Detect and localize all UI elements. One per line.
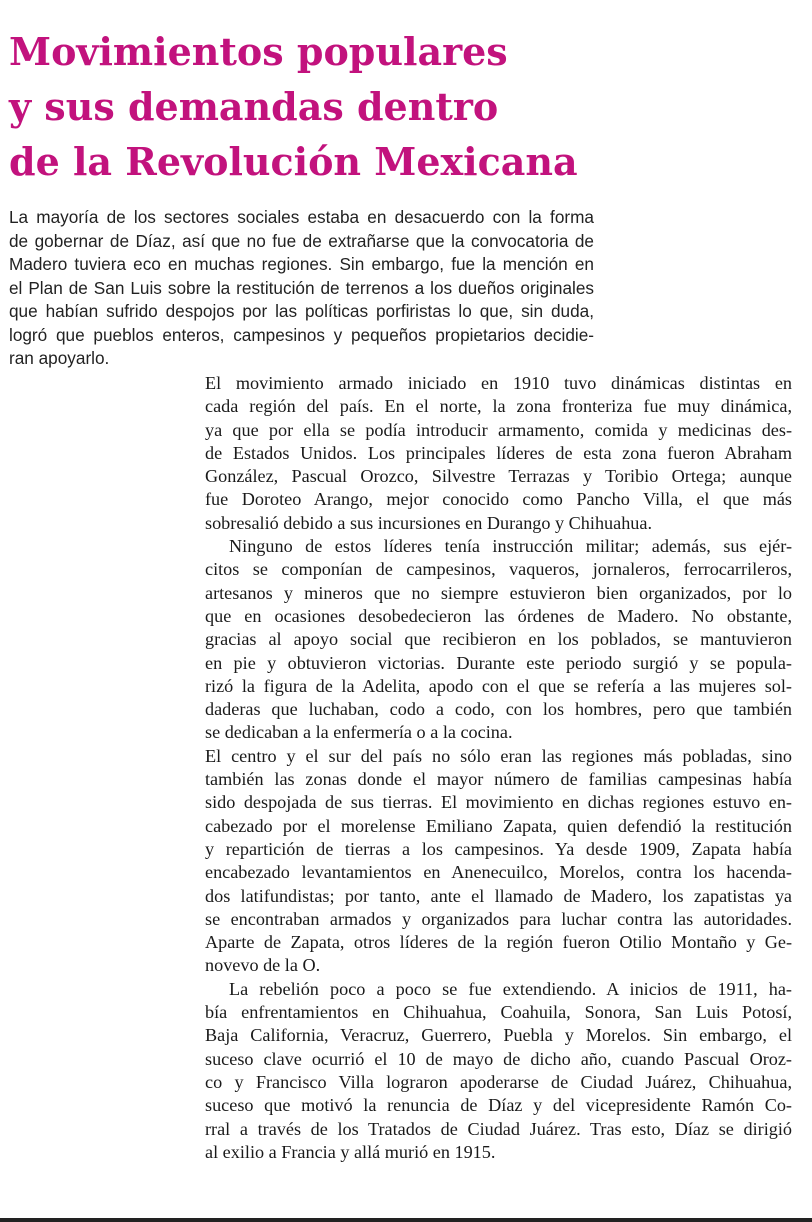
body-line: daderas que luchaban, codo a codo, con los hombres, pero que también bbox=[205, 699, 792, 720]
body-line: y repartición de tierras a los campesinos. Ya desde 1909, Zapata había bbox=[205, 838, 792, 859]
body-line: cabezado por el morelense Emiliano Zapata, quien defendió la restitución bbox=[205, 815, 792, 836]
body-line: se dedicaban a la enfermería o a la cocina. bbox=[205, 722, 513, 743]
intro-line: La mayoría de los sectores sociales estaba en desacuerdo con la forma bbox=[9, 207, 594, 227]
body-line: El movimiento armado iniciado en 1910 tuvo dinámicas distintas en bbox=[205, 373, 792, 393]
intro-line: de gobernar de Díaz, así que no fue de extrañarse que la convocatoria de bbox=[9, 230, 594, 251]
body-line: gracias al apoyo social que recibieron en los poblados, se mantuvieron bbox=[205, 629, 792, 650]
body-line: también las zonas donde el mayor número de familias campesinas había bbox=[205, 769, 792, 790]
body-line: Aparte de Zapata, otros líderes de la región fueron Otilio Montaño y Ge- bbox=[205, 932, 792, 953]
body-line: sido despojada de sus tierras. El movimiento en dichas regiones estuvo en- bbox=[205, 792, 792, 813]
body-line: al exilio a Francia y allá murió en 1915. bbox=[205, 1141, 496, 1162]
body-line: ya que por ella se podía introducir armamento, comida y medicinas des- bbox=[205, 419, 792, 440]
body-line: González, Pascual Orozco, Silvestre Terrazas y Toribio Ortega; aunque bbox=[205, 466, 792, 487]
body-line: fue Doroteo Arango, mejor conocido como Pancho Villa, el que más bbox=[205, 489, 792, 510]
intro-line: logró que pueblos enteros, campesinos y pequeños propietarios decidie- bbox=[9, 324, 594, 345]
body-line: suceso que motivó la renuncia de Díaz y del vicepresidente Ramón Co- bbox=[205, 1095, 792, 1116]
body-line: rral a través de los Tratados de Ciudad Juárez. Tras esto, Díaz se dirigió bbox=[205, 1118, 792, 1139]
body-line: en pie y obtuvieron victorias. Durante este periodo surgió y se popula- bbox=[205, 652, 792, 673]
body-line: cada región del país. En el norte, la zona fronteriza fue muy dinámica, bbox=[205, 396, 792, 417]
body-line: Ninguno de estos líderes tenía instrucción militar; además, sus ejér- bbox=[229, 536, 792, 557]
title-line: y sus demandas dentro bbox=[9, 84, 499, 129]
paragraph-zapata bbox=[205, 745, 792, 978]
body-line: encabezado levantamientos en Anenecuilco, Morelos, contra los hacenda- bbox=[205, 862, 792, 883]
intro-line: ran apoyarlo. bbox=[9, 348, 110, 368]
body-line: sobresalió debido a sus incursiones en Durango y Chihuahua. bbox=[205, 512, 653, 533]
body-text bbox=[205, 372, 792, 1164]
title-line: de la Revolución Mexicana bbox=[9, 139, 578, 184]
page-title bbox=[9, 24, 578, 189]
body-line: que en ocasiones desobedecieron las órdenes de Madero. No obstante, bbox=[205, 605, 792, 626]
paragraph-northern-movement bbox=[205, 372, 792, 535]
body-line: La rebelión poco a poco se fue extendiendo. A inicios de 1911, ha- bbox=[229, 978, 792, 999]
body-line: rizó la figura de la Adelita, apodo con el que se refería a las mujeres sol- bbox=[205, 675, 792, 696]
body-line: dos latifundistas; por tanto, ante el llamado de Madero, los zapatistas ya bbox=[205, 885, 792, 906]
bottom-divider bbox=[0, 1218, 812, 1222]
body-line: suceso clave ocurrió el 10 de mayo de dicho año, cuando Pascual Oroz- bbox=[205, 1048, 792, 1069]
body-line: co y Francisco Villa lograron apoderarse de Ciudad Juárez, Chihuahua, bbox=[205, 1071, 792, 1092]
body-line: de Estados Unidos. Los principales líderes de esta zona fueron Abraham bbox=[205, 442, 792, 463]
paragraph-rebellion bbox=[205, 978, 792, 1164]
body-line: se encontraban armados y organizados para luchar contra las autoridades. bbox=[205, 908, 792, 929]
body-line: artesanos y mineros que no siempre estuvieron bien organizados, por lo bbox=[205, 582, 792, 603]
title-line: Movimientos populares bbox=[9, 29, 508, 74]
body-line: novevo de la O. bbox=[205, 955, 321, 976]
intro-line: Madero tuviera eco en muchas regiones. Sin embargo, fue la mención en bbox=[9, 254, 594, 274]
intro-line: que habían sufrido despojos por las políticas porfiristas lo que, sin duda, bbox=[9, 301, 594, 321]
intro-paragraph bbox=[9, 206, 594, 371]
intro-line: el Plan de San Luis sobre la restitución de terrenos a los dueños originales bbox=[9, 277, 594, 298]
body-line: Baja California, Veracruz, Guerrero, Puebla y Morelos. Sin embargo, el bbox=[205, 1025, 792, 1046]
paragraph-armies bbox=[205, 535, 792, 745]
body-line: citos se componían de campesinos, vaqueros, jornaleros, ferrocarrileros, bbox=[205, 559, 792, 580]
body-line: bía enfrentamientos en Chihuahua, Coahuila, Sonora, San Luis Potosí, bbox=[205, 1002, 792, 1023]
body-line: El centro y el sur del país no sólo eran las regiones más pobladas, sino bbox=[205, 745, 792, 766]
